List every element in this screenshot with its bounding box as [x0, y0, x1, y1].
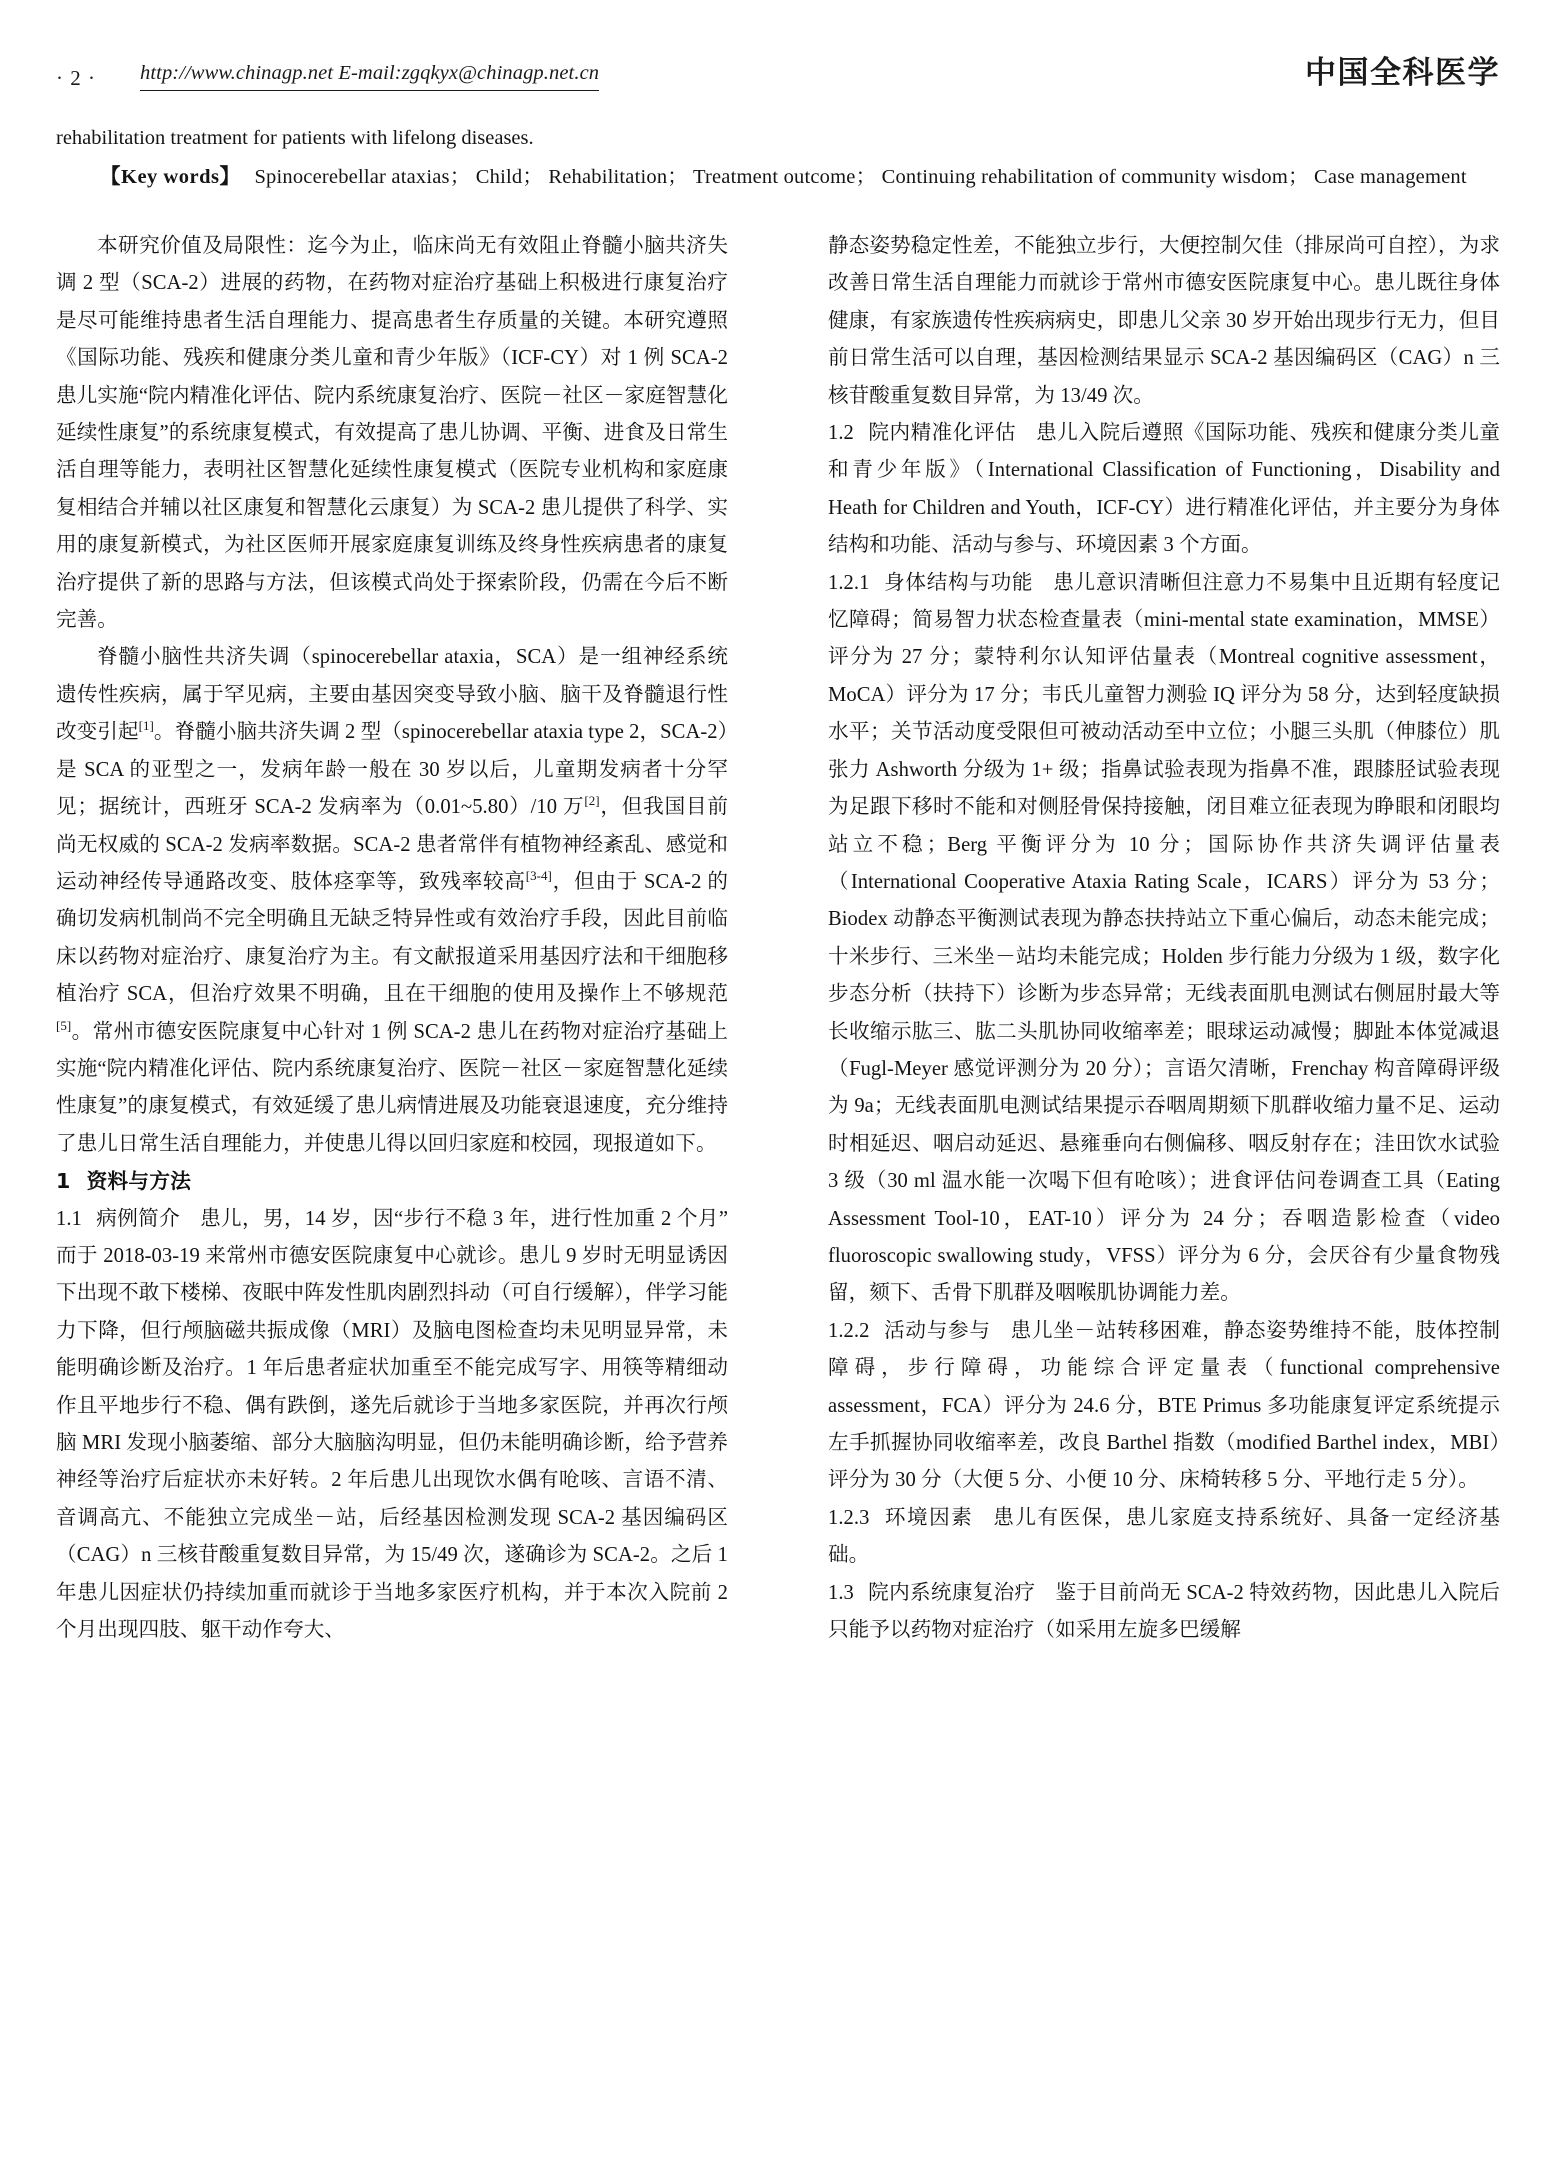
section-1-title: 资料与方法	[86, 1169, 192, 1194]
sca-intro-part-b: 。脊髓小脑共济失调 2 型（spinocerebellar ataxia type 2，SCA-2）是 SCA 的亚型之一，发病年龄一般在 30 岁以后，儿童期发病者十分罕见；据统计，西班牙 SCA-2 发病率为（0.01~5.80）/10 万	[56, 721, 728, 819]
subsection-1-2-title: 院内精准化评估	[867, 422, 1017, 445]
subsection-1-1-number: 1.1	[56, 1207, 82, 1230]
citation-ref-3-4: [3-4]	[525, 868, 552, 884]
subsection-1-3-inpatient-rehab	[828, 1575, 1500, 1650]
journal-url[interactable]: http://www.chinagp.net E-mail:zgqkyx@chinagp.net.cn	[140, 62, 599, 91]
left-column	[56, 228, 728, 2128]
sca-intro-part-d: ，但由于 SCA-2 的确切发病机制尚不完全明确且无缺乏特异性或有效治疗手段，因此目前临床以药物对症治疗、康复治疗为主。有文献报道采用基因疗法和干细胞移植治疗 SCA，但治疗效果不明确，且在干细胞的使用及操作上不够规范	[56, 870, 728, 1006]
subsection-1-1-body: 患儿，男，14 岁，因“步行不稳 3 年，进行性加重 2 个月”而于 2018-03-19 来常州市德安医院康复中心就诊。患儿 9 岁时无明显诱因下出现不敢下楼梯、夜眠中阵发性肌肉剧烈抖动（可自行缓解），伴学习能力下降，但行颅脑磁共振成像（MRI）及脑电图检查均未见明显异常，未能明确诊断及治疗。1 年后患者症状加重至不能完成写字、用筷等精细动作且平地步行不稳、偶有跌倒，遂先后就诊于当地多家医院，并再次行颅脑 MRI 发现小脑萎缩、部分大脑脑沟明显，但仍未能明确诊断，给予营养神经等治疗后症状亦未好转。2 年后患儿出现饮水偶有呛咳、言语不清、音调高亢、不能独立完成坐－站，后经基因检测发现 SCA-2 基因编码区（CAG）n 三核苷酸重复数目异常，为 15/49 次，遂确诊为 SCA-2。之后 1 年患儿因症状仍持续加重而就诊于当地多家医疗机构，并于本次入院前 2 个月出现四肢、躯干动作夸大、	[56, 1207, 729, 1642]
sca-intro-part-e: 。常州市德安医院康复中心针对 1 例 SCA-2 患儿在药物对症治疗基础上实施“院内精准化评估、院内系统康复治疗、医院－社区－家庭智慧化延续性康复”的康复模式，有效延缓了患儿病情进展及功能衰退速度，充分维持了患儿日常生活自理能力，并使患儿得以回归家庭和校园，现报道如下。	[56, 1020, 728, 1155]
subsection-1-2-precise-assessment	[828, 415, 1500, 565]
keywords-label: 【Key words】	[100, 166, 241, 188]
body-columns	[56, 228, 1500, 2128]
subsection-1-2-3-title: 环境因素	[883, 1506, 974, 1529]
section-1-number: 1	[56, 1169, 71, 1194]
subsection-1-2-3-number: 1.2.3	[828, 1506, 870, 1529]
citation-ref-2: [2]	[584, 793, 600, 809]
subsection-1-2-3-body: 患儿有医保，患儿家庭支持系统好、具备一定经济基础。	[828, 1506, 1501, 1567]
citation-ref-1: [1]	[138, 718, 154, 734]
abstract-keywords-block	[56, 120, 1500, 196]
subsection-1-2-number: 1.2	[828, 422, 854, 445]
subsection-1-2-1-number: 1.2.1	[828, 571, 870, 594]
journal-logo: 中国全科医学	[1305, 55, 1500, 91]
subsection-1-3-title: 院内系统康复治疗	[867, 1581, 1036, 1604]
subsection-1-2-1-title: 身体结构与功能	[883, 571, 1034, 594]
subsection-1-2-2-number: 1.2.2	[828, 1319, 870, 1342]
running-head	[56, 55, 1500, 104]
section-heading-1	[56, 1163, 728, 1200]
subsection-1-2-2-body: 患儿坐－站转移困难，静态姿势维持不能，肢体控制障碍，步行障碍，功能综合评定量表（functional comprehensive assessment，FCA）评分为 24.6 分，BTE Primus 多功能康复评定系统提示左手抓握协同收缩率差，改良 Barthel 指数（modified Barthel index，MBI）评分为 30 分（大便 5 分、小便 10 分、床椅转移 5 分、平地行走 5 分）。	[828, 1319, 1501, 1492]
page-folio: · 2 ·	[56, 66, 96, 90]
subsection-1-2-3-environmental-factors	[828, 1500, 1500, 1575]
citation-ref-5: [5]	[56, 1017, 72, 1033]
keywords-body: Spinocerebellar ataxias； Child； Rehabilitation； Treatment outcome； Continuing rehabilitation of community wisdom； Case management	[254, 166, 1467, 188]
sca-intro-part-a: 脊髓小脑性共济失调（spinocerebellar ataxia，SCA）是一组神经系统遗传性疾病，属于罕见病，主要由基因突变导致小脑、脑干及脊髓退行性改变引起	[56, 646, 728, 744]
paragraph-case-continued: 静态姿势稳定性差，不能独立步行，大便控制欠佳（排尿尚可自控），为求改善日常生活自理能力而就诊于常州市德安医院康复中心。患儿既往身体健康，有家族遗传性疾病病史，即患儿父亲 30 岁开始出现步行无力，但目前日常生活可以自理，基因检测结果显示 SCA-2 基因编码区（CAG）n 三核苷酸重复数目异常，为 13/49 次。	[828, 235, 1500, 407]
subsection-1-2-1-body-structure-function	[828, 565, 1500, 1313]
keywords-line	[56, 159, 1500, 196]
abstract-tail-line: rehabilitation treatment for patients with lifelong diseases.	[56, 127, 534, 149]
subsection-1-3-body: 鉴于目前尚无 SCA-2 特效药物，因此患儿入院后只能予以药物对症治疗（如采用左旋多巴缓解	[828, 1581, 1500, 1642]
subsection-1-3-number: 1.3	[828, 1581, 854, 1604]
subsection-1-1-title: 病例简介	[95, 1207, 181, 1230]
subsection-1-1-case-report	[56, 1201, 728, 1650]
paragraph-sca-introduction	[56, 639, 728, 1163]
sca-intro-part-c: ，但我国目前尚无权威的 SCA-2 发病率数据。SCA-2 患者常伴有植物神经紊乱、感觉和运动神经传导通路改变、肢体痉挛等，致残率较高	[56, 796, 728, 893]
subsection-1-2-1-body: 患儿意识清晰但注意力不易集中且近期有轻度记忆障碍；简易智力状态检查量表（mini-mental state examination，MMSE）评分为 27 分；蒙特利尔认知评估量表（Montreal cognitive assessment，MoCA）评分为 17 分；韦氏儿童智力测验 IQ 评分为 58 分，达到轻度缺损水平；关节活动度受限但可被动活动至中立位；小腿三头肌（伸膝位）肌张力 Ashworth 分级为 1+ 级；指鼻试验表现为指鼻不准，跟膝胫试验表现为足跟下移时不能和对侧胫骨保持接触，闭目难立征表现为睁眼和闭眼均站立不稳；Berg 平衡评分为 10 分；国际协作共济失调评估量表（International Cooperative Ataxia Rating Scale，ICARS）评分为 53 分；Biodex 动静态平衡测试表现为静态扶持站立下重心偏后，动态未能完成；十米步行、三米坐－站均未能完成；Holden 步行能力分级为 1 级，数字化步态分析（扶持下）诊断为步态异常；无线表面肌电测试右侧屈肘最大等长收缩示肱三、肱二头肌协同收缩率差；眼球运动减慢；脚趾本体觉减退（Fugl-Meyer 感觉评测分为 20 分）；言语欠清晰，Frenchay 构音障碍评级为 9a；无线表面肌电测试结果提示吞咽周期颏下肌群收缩力量不足、运动时相延迟、咽启动延迟、悬雍垂向右侧偏移、咽反射存在；洼田饮水试验 3 级（30 ml 温水能一次喝下但有呛咳）；进食评估问卷调查工具（Eating Assessment Tool-10，EAT-10）评分为 24 分；吞咽造影检查（video fluoroscopic swallowing study，VFSS）评分为 6 分，会厌谷有少量食物残留，颏下、舌骨下肌群及咽喉肌协调能力差。	[828, 571, 1500, 1305]
subsection-1-2-2-activity-participation	[828, 1313, 1500, 1500]
subsection-1-2-body: 患儿入院后遵照《国际功能、残疾和健康分类儿童和青少年版》（International Classification of Functioning，Disability and Heath for Children and Youth，ICF-CY）进行精准化评估，并主要分为身体结构和功能、活动与参与、环境因素 3 个方面。	[828, 422, 1500, 557]
paragraph-study-value: 本研究价值及局限性：迄今为止，临床尚无有效阻止脊髓小脑共济失调 2 型（SCA-2）进展的药物，在药物对症治疗基础上积极进行康复治疗是尽可能维持患者生活自理能力、提高患者生存质量的关键。本研究遵照《国际功能、残疾和健康分类儿童和青少年版》（ICF-CY）对 1 例 SCA-2 患儿实施“院内精准化评估、院内系统康复治疗、医院－社区－家庭智慧化延续性康复”的系统康复模式，有效提高了患儿协调、平衡、进食及日常生活自理等能力，表明社区智慧化延续性康复模式（医院专业机构和家庭康复相结合并辅以社区康复和智慧化云康复）为 SCA-2 患儿提供了科学、实用的康复新模式，为社区医师开展家庭康复训练及终身性疾病患者的康复治疗提供了新的思路与方法，但该模式尚处于探索阶段，仍需在今后不断完善。	[56, 235, 728, 632]
subsection-1-2-2-title: 活动与参与	[883, 1319, 991, 1342]
right-column	[828, 228, 1500, 2128]
